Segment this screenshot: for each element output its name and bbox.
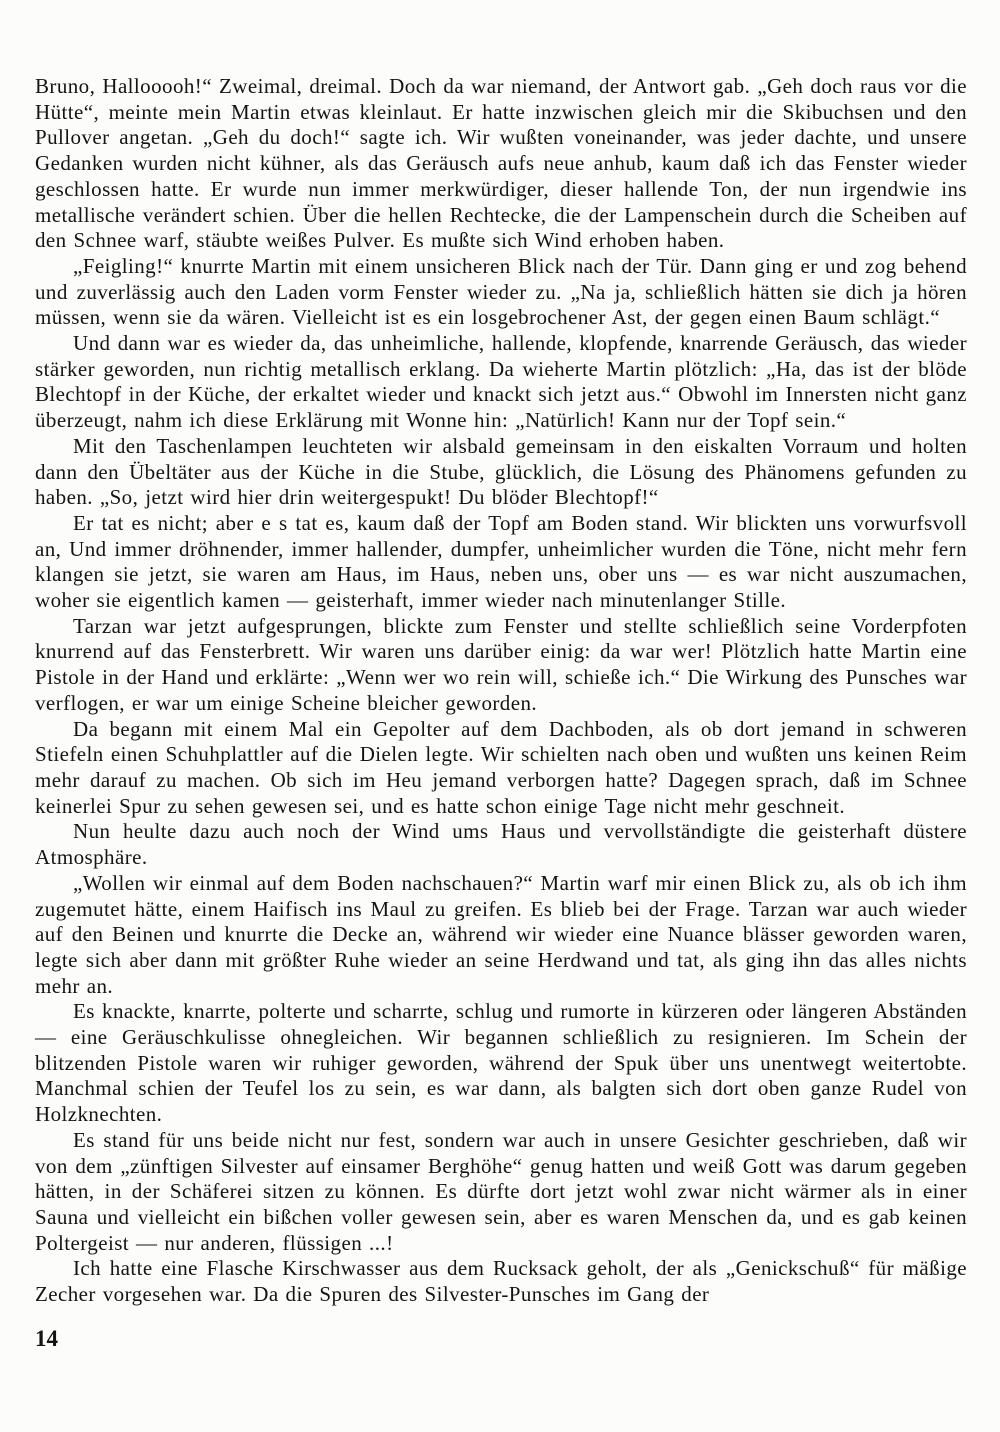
paragraph: Mit den Taschenlampen leuchteten wir alsbald gemeinsam in den eiskalten Vorraum und holten dann den Übeltäter aus der Küche in die Stube, glücklich, die Lösung des Phänomens gefunden zu haben. „So, jetzt wird hier drin weitergespukt! Du blöder Blechtopf!“ <box>35 433 967 510</box>
paragraph: Und dann war es wieder da, das unheimliche, hallende, klopfende, knarrende Geräusch, das wieder stärker geworden, nun richtig metallisch erklang. Da wieherte Martin plötzlich: „Ha, das ist der blöde Blechtopf in der Küche, der erkaltet wieder und knackt sich jetzt aus.“ Obwohl im Innersten nicht ganz überzeugt, nahm ich diese Erklärung mit Wonne hin: „Natürlich! Kann nur der Topf sein.“ <box>35 331 967 433</box>
paragraph: Er tat es nicht; aber e s tat es, kaum daß der Topf am Boden stand. Wir blickten uns vorwurfsvoll an, Und immer dröhnender, immer hallender, dumpfer, unheimlicher wurden die Töne, nicht mehr fern klangen sie jetzt, sie waren am Haus, im Haus, neben uns, ober uns — es war nicht auszumachen, woher sie eigentlich kamen — geisterhaft, immer wieder nach minutenlanger Stille. <box>35 510 967 613</box>
paragraph: Es knackte, knarrte, polterte und scharrte, schlug und rumorte in kürzeren oder längeren Abständen — eine Geräuschkulisse ohnegleichen. Wir begannen schließlich zu resignieren. Im Schein der blitzenden Pistole waren wir ruhiger geworden, während der Spuk über uns unentwegt weitertobte. Manchmal schien der Teufel los zu sein, es war dann, als balgten sich dort oben ganze Rudel von Holzknechten. <box>35 999 967 1127</box>
paragraph: Da begann mit einem Mal ein Gepolter auf dem Dachboden, als ob dort jemand in schweren Stiefeln einen Schuhplattler auf die Dielen legte. Wir schielten nach oben und wußten uns keinen Reim mehr darauf zu machen. Ob sich im Heu jemand verborgen hatte? Dagegen sprach, daß im Schnee keinerlei Spur zu sehen gewesen sei, und es hatte schon einige Tage nicht mehr geschneit. <box>35 716 967 818</box>
paragraph: „Wollen wir einmal auf dem Boden nachschauen?“ Martin warf mir einen Blick zu, als ob ich ihm zugemutet hätte, einem Haifisch ins Maul zu greifen. Es blieb bei der Frage. Tarzan war auch wieder auf den Beinen und knurrte die Decke an, während wir wieder eine Nuance blässer geworden waren, legte sich aber dann mit größter Ruhe wieder an seine Herdwand und tat, als ging ihn das alles nichts mehr an. <box>35 870 967 998</box>
paragraph: Tarzan war jetzt aufgesprungen, blickte zum Fenster und stellte schließlich seine Vorderpfoten knurrend auf das Fensterbrett. Wir waren uns darüber einig: da war wer! Plötzlich hatte Martin eine Pistole in der Hand und erklärte: „Wenn wer wo rein will, schieße ich.“ Die Wirkung des Punsches war verflogen, er war um einige Scheine bleicher geworden. <box>35 613 967 715</box>
paragraph: Bruno, Hallooooh!“ Zweimal, dreimal. Doch da war niemand, der Antwort gab. „Geh doch raus vor die Hütte“, meinte mein Martin etwas kleinlaut. Er hatte inzwischen gleich mir die Skibuchsen und den Pullover angetan. „Geh du doch!“ sagte ich. Wir wußten voneinander, was jeder dachte, und unsere Gedanken wurden nicht kühner, als das Geräusch aufs neue anhub, kaum daß ich das Fenster wieder geschlossen hatte. Er wurde nun immer merkwürdiger, dieser hallende Ton, der nun irgendwie ins metallische verändert schien. Über die hellen Rechtecke, die der Lampenschein durch die Scheiben auf den Schnee warf, stäubte weißes Pulver. Es mußte sich Wind erhoben haben. <box>35 74 967 253</box>
text-block <box>35 74 967 1308</box>
paragraph: „Feigling!“ knurrte Martin mit einem unsicheren Blick nach der Tür. Dann ging er und zog behend und zuverlässig auch den Laden vorm Fenster wieder zu. „Na ja, schließlich hätten sie dich ja hören müssen, wenn sie da wären. Vielleicht ist es ein losgebrochener Ast, der gegen einen Baum schlägt.“ <box>35 253 967 330</box>
paragraph: Nun heulte dazu auch noch der Wind ums Haus und vervollständigte die geisterhaft düstere Atmosphäre. <box>35 819 967 870</box>
page-number: 14 <box>35 1325 58 1351</box>
paragraph: Ich hatte eine Flasche Kirschwasser aus dem Rucksack geholt, der als „Genickschuß“ für mäßige Zecher vorgesehen war. Da die Spuren des Silvester-Punsches im Gang der <box>35 1256 967 1307</box>
paragraph: Es stand für uns beide nicht nur fest, sondern war auch in unsere Gesichter geschrieben, daß wir von dem „zünftigen Silvester auf einsamer Berghöhe“ genug hatten und weiß Gott was darum gegeben hätten, in der Schäferei sitzen zu können. Es dürfte dort jetzt wohl zwar nicht wärmer als in einer Sauna und vielleicht ein bißchen voller gewesen sein, aber es waren Menschen da, und es gab keinen Poltergeist — nur anderen, flüssigen ...! <box>35 1127 967 1255</box>
